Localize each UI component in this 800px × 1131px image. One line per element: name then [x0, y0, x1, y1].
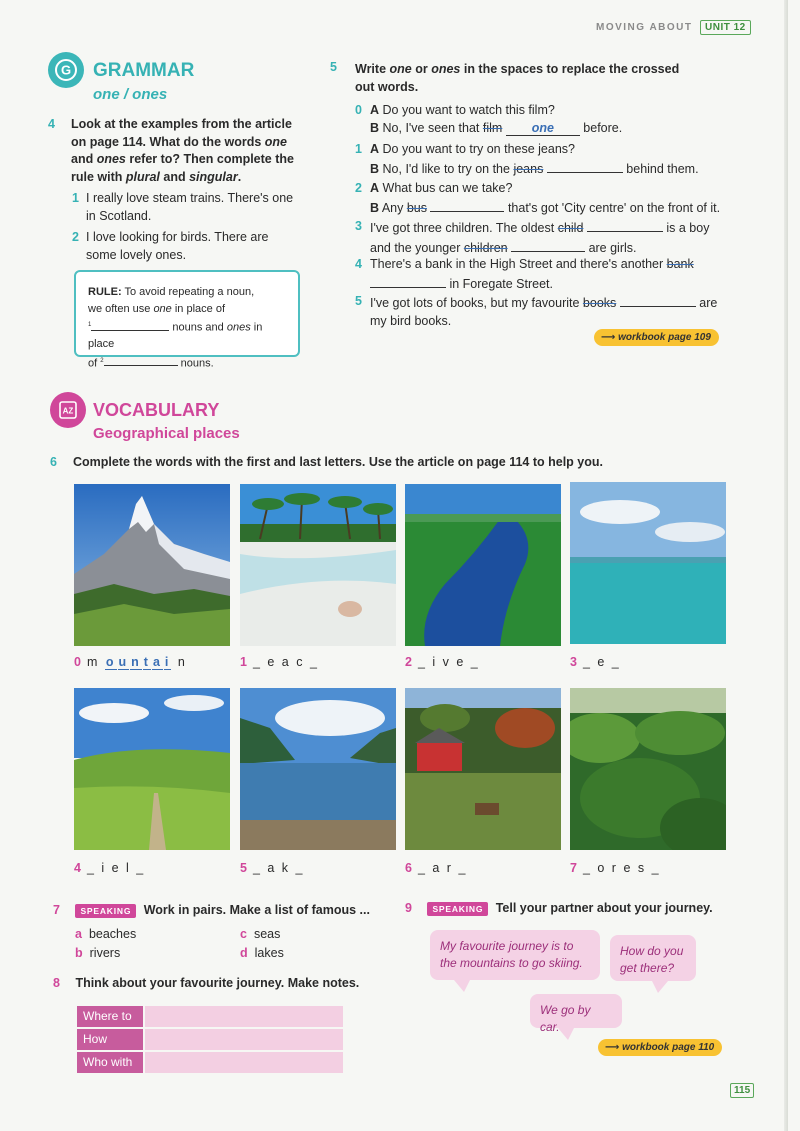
answer-field[interactable] — [370, 273, 446, 288]
caption-5[interactable]: 5 _ a k _ — [240, 861, 305, 875]
rule-box: RULE: To avoid repeating a noun, we often use one in place of $^1$ nouns and ones in place of $^2$ nouns. — [74, 270, 300, 357]
exercise-number: 4 — [48, 117, 55, 131]
speaking-badge: SPEAKING — [427, 902, 488, 916]
river-photo — [405, 484, 561, 646]
answer-field[interactable] — [620, 292, 696, 307]
grammar-icon — [48, 52, 84, 88]
answer-field[interactable] — [587, 217, 663, 232]
rule-blank-2[interactable] — [104, 355, 178, 366]
page-number: 115 — [730, 1083, 754, 1098]
list-item: 0 A Do you want to watch this film? B No, I've seen that film one before. — [355, 103, 623, 135]
vocabulary-subtitle: Geographical places — [93, 425, 240, 442]
speech-bubble: We go by car. — [530, 994, 622, 1028]
list-item: d lakes — [240, 946, 284, 960]
speech-bubble: My favourite journey is to the mountains to go skiing. — [430, 930, 600, 980]
exercise-9: 9 SPEAKING Tell your partner about your journey. — [405, 901, 713, 915]
caption-4[interactable]: 4 _ i e l _ — [74, 861, 146, 875]
grammar-title: GRAMMAR — [93, 60, 195, 81]
exercise-6: 6 Complete the words with the first and last letters. Use the article on page 114 to help you. — [50, 455, 603, 469]
list-item: 4 There's a bank in the High Street and there's another bank in Foregate Street. — [355, 257, 694, 291]
exercise-instruction: Write one or ones in the spaces to replace the crossed out words. — [355, 62, 680, 94]
answer-field[interactable] — [430, 197, 504, 212]
exercise-7: 7 SPEAKING Work in pairs. Make a list of famous ... — [53, 903, 370, 917]
exercise-8: 8 Think about your favourite journey. Make notes. — [53, 976, 360, 990]
notes-row: Who with — [77, 1052, 343, 1073]
notes-table — [77, 1006, 343, 1075]
vocabulary-title: VOCABULARY — [93, 400, 220, 420]
vocabulary-icon — [50, 392, 86, 428]
workbook-link[interactable]: ⟶ workbook page 110 — [598, 1039, 722, 1056]
caption-0: 0 m o u n t a i n — [74, 655, 187, 669]
lake-photo — [240, 688, 396, 850]
list-item: 1 I really love steam trains. There's one in Scotland. — [72, 191, 294, 223]
arrow-right-icon: ⟶ — [605, 1042, 620, 1053]
caption-1[interactable]: 1 _ e a c _ — [240, 655, 319, 669]
answer-field[interactable]: one — [506, 121, 580, 136]
notes-field[interactable] — [145, 1006, 343, 1027]
svg-text:G: G — [60, 62, 72, 78]
caption-6[interactable]: 6 _ a r _ — [405, 861, 468, 875]
list-item: b rivers — [75, 946, 121, 960]
list-item: 2 A What bus can we take? B Any bus that's got 'City centre' on the front of it. — [355, 181, 721, 215]
section-title: MOVING ABOUT — [596, 22, 693, 33]
notes-field[interactable] — [145, 1052, 343, 1073]
list-item: 1 A Do you want to try on these jeans? B No, I'd like to try on the jeans behind them. — [355, 142, 699, 176]
unit-badge: UNIT 12 — [700, 20, 751, 35]
caption-7[interactable]: 7 _ o r e s _ — [570, 861, 661, 875]
svg-text:AZ: AZ — [62, 406, 74, 416]
exercise-instruction: Look at the examples from the article on page 114. What do the words one and ones refer to? Then complete the rule with plural and singular. — [71, 117, 294, 184]
rule-blank-1[interactable] — [91, 320, 169, 331]
list-item: a beaches — [75, 927, 137, 941]
caption-3[interactable]: 3 _ e _ — [570, 655, 621, 669]
field-photo — [74, 688, 230, 850]
grammar-subtitle: one / ones — [93, 86, 168, 103]
workbook-link[interactable]: ⟶ workbook page 109 — [594, 329, 719, 346]
exercise-4 — [48, 116, 298, 186]
page-edge — [784, 0, 788, 1131]
beach-photo — [240, 484, 396, 646]
arrow-right-icon: ⟶ — [601, 332, 616, 343]
forest-photo — [570, 688, 726, 850]
list-item: 2 I love looking for birds. There are some lovely ones. — [72, 230, 269, 262]
speaking-badge: SPEAKING — [75, 904, 136, 918]
mountain-photo — [74, 484, 230, 646]
notes-row: How — [77, 1029, 343, 1050]
notes-row: Where to — [77, 1006, 343, 1027]
farm-photo — [405, 688, 561, 850]
list-item: c seas — [240, 927, 281, 941]
notes-field[interactable] — [145, 1029, 343, 1050]
list-item: 3 I've got three children. The oldest child is a boy and the younger children are girls. — [355, 219, 710, 255]
caption-2[interactable]: 2 _ i v e _ — [405, 655, 480, 669]
speech-bubble: How do you get there? — [610, 935, 696, 981]
list-item: 5 I've got lots of books, but my favourite books are my bird books. — [355, 294, 718, 328]
answer-field[interactable] — [511, 237, 585, 252]
sea-photo — [570, 482, 726, 644]
answer-field[interactable] — [547, 158, 623, 173]
